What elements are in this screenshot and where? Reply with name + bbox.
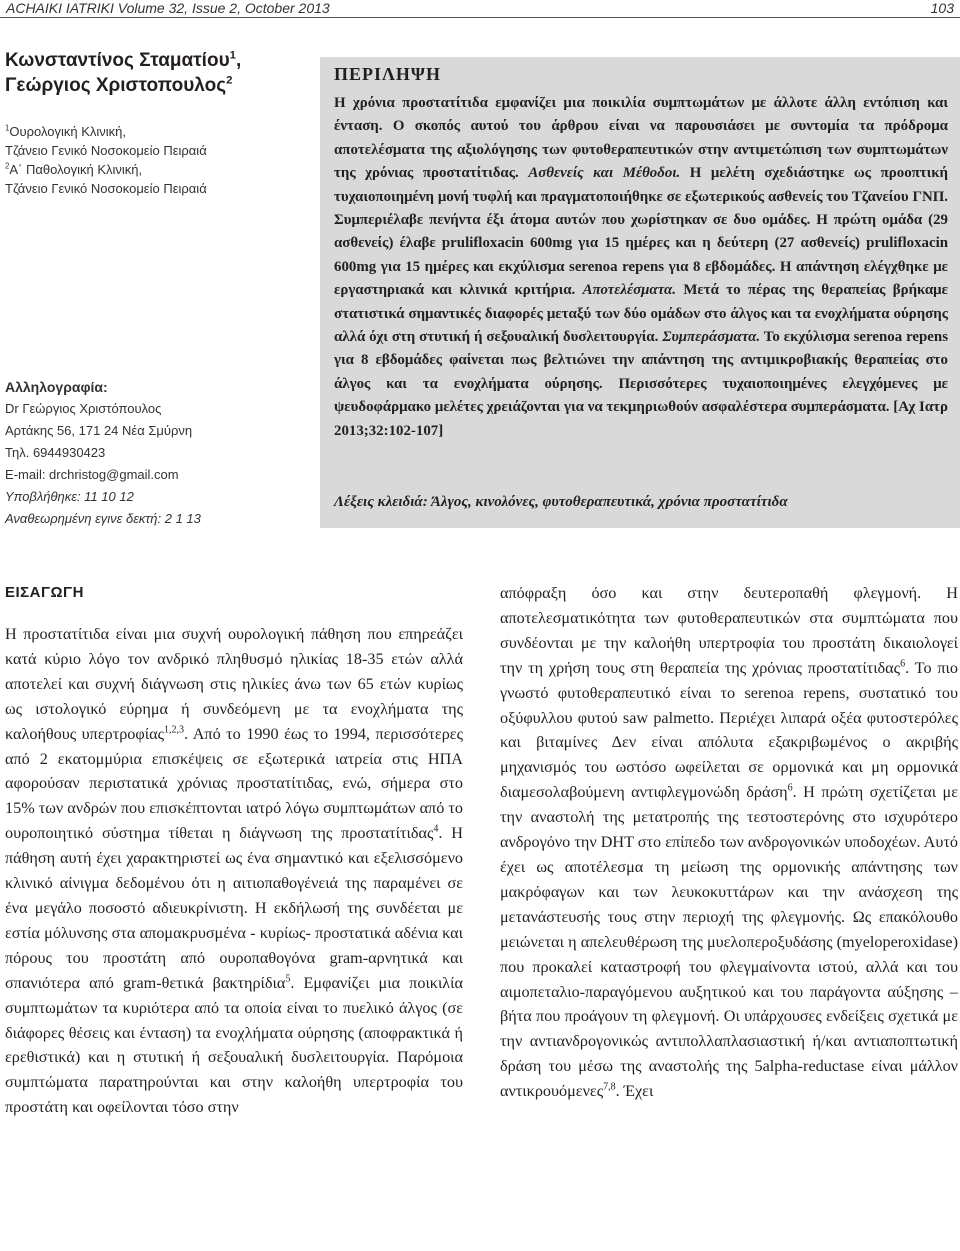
abstract-methods-label: Ασθενείς και Μέθοδοι. <box>528 165 681 182</box>
abstract-title: ΠΕΡΙΛΗΨΗ <box>334 64 441 84</box>
body-column-left: Η προστατίτιδα είναι μια συχνή ουρολογική πάθηση που επηρεάζει κατά κύριο λόγο τον ανδρικό πληθυσμό ηλικίας 18-35 ετών αλλά αποτελεί και συχνή διάγνωση στις ηλικίες άνω των 65 ετών κυρίως ως ιστολογικό εύρημα ή συνδεόμενη με τα ενοχλήματα της καλοήθους υπερτροφίας$^{1,2,3}$. Από το 1990 έως το 1994, περισσότερες από 2 εκατομμύρια επισκέψεις σε εξωτερικά ιατρεία στις ΗΠΑ αφορούσαν περιστατικά χρόνιας προστατίτιδας, ενώ, σήμερα στο 15% των ανδρών που επισκέπτονται ιατρό λόγω συμπτωμάτων από το ουροποιητικό σύστημα τίθεται η διάγνωση της προστατίτιδας$^4$. Η πάθηση αυτή έχει χαρακτηριστεί ως ένα σημαντικό και εξελισσόμενο κλινικό αίνιγμα δεδομένου ότι η αιτιοπαθογένειά της παραμένει σε ένα μεγάλο ποσοστό αδιευκρίνιστη. Η εκδήλωσή της συνδέεται με εστία μόλυνσης στα απομακρυσμένα - κυρίως- προστατικά αδένια και πόρους του προστάτη από ουροπαθογόνα gram-αρνητικά και σπανιότερα από gram-θετικά βακτηρίδια$^5$. Εμφανίζει μια ποικιλία συμπτωμάτων τα κυριότερα από τα οποία είναι το πυελικό άλγος (σε διάφορες θέσεις και ένταση) τα ενοχλήματα ούρησης (αποφρακτικά ή ερεθιστικά) και η στυτική ή σεξουαλική δυσλειτουργία. Παρόμοια συμπτώματα παρατηρούνται και στην καλοήθη υπερτροφία του προστάτη και οφείλονται τόσο στην <box>5 625 463 1117</box>
body-column-right: απόφραξη όσο και στην δευτεροπαθή φλεγμονή. Η αποτελεσματικότητα των φυτοθεραπευτικών στα συμπτώματα που συνδέονται με την καλοήθη υπερτροφία του προστάτη δικαιολογεί την τη χρήση τους στη θεραπεία της χρόνιας προστατίτιδας$^6$. Το πιο γνωστό φυτοθεραπευτικό είναι το serenoa repens, συστατικό του οξύφυλλου φυτού saw palmetto. Περιέχει λιπαρά οξέα φυτοστερόλες και βιταμίνες Δεν είναι απόλυτα εξακριβωμένος ο ακριβής μηχανισμός του ωστόσο ωφείλεται σε ορμονικά και μη ορμονικά διαμεσολαβούμενη αντιφλεγμονώδη δράση$^6$. Η πρώτη σχετίζεται με την αναστολή της μετατροπής της τεστοστερόνης στο ισχυρότερο ανδρογόνο την DHT στο επίπεδο των ανδρογονικών υποδοχέων. Αυτό έχει ως αποτέλεσμα τη μείωση της ορμονικής απάντησης των μακρόφαγων και των λευκοκυττάρων και την ανάσχεση της μετανάστευσής τους στην περιοχή της φλεγμονής. Ως επακόλουθο μειώνεται η απελευθέρωση της μυελοπεροξυδάσης (myeloperoxidase) που προκαλεί καταστροφή του φλεγμαίνοντα ιστού, αλλά και του αιμοπεταλιο-παραγόμενου αυξητικού και του παράγοντα αύξησης –βήτα που προάγουν τη φλεγμονή. Οι υπάρχουσες ενδείξεις σχετικά με την αντιανδρογονικώς αντιπολλαπλασιαστική ή/και αντιαποπτωτική δράση του μέσω της αναστολής της 5alpha-reductase είναι μάλλον αντικρουόμενες$^{7,8}$. Έχει <box>500 584 958 1101</box>
affiliations <box>5 122 305 198</box>
author: Κωνσταντίνος Σταματίου$^1$, <box>5 49 242 71</box>
abstract-text: Η χρόνια προστατίτιδα εμφανίζει μια ποικιλία συμπτωμάτων με άλλοτε άλλη εντόπιση και ένταση. Ο σκοπός αυτού του άρθρου είναι να παρουσιάσει με συντομία τα πρόδρομα αποτελέσματα της αξιολόγησης των φυτοθεραπευτικών στην αντιμετώπιση των συμπτωμάτων της χρόνιας προστατίτιδας. Ασθενείς και Μέθοδοι. Η μελέτη σχεδιάστηκε ως προοπτική τυχαιοποιημένη μονή τυφλή και πραγματοποιήθηκε σε εξωτερικούς ασθενείς του Τζανείου ΓΝΠ. Συμπεριέλαβε πενήντα έξι άτομα αυτών που χωρίστηκαν σε δυο ομάδες. Η πρώτη ομάδα (29 ασθενείς) έλαβε prulifloxacin 600mg για 15 ημέρες και η δεύτερη (27 ασθενείς) prulifloxacin 600mg για 15 ημέρες και εκχύλισμα serenoa repens για 8 εβδομάδες. Η απάντηση ελέγχθηκε με εργαστηριακά και κλινικά κριτήρια. Αποτελέσματα. Μετά το πέρας της θεραπείας βρήκαμε στατιστικά σημαντικές διαφορές μεταξύ των δύο ομάδων στο άλγος και τα ενοχλήματα ούρησης αλλά όχι στη στυτική ή σεξουαλική δυσλειτουργία. Συμπεράσματα. Το εκχύλισμα serenoa repens για 8 εβδομάδες φαίνεται πως βελτιώνει την απάντηση της αντιμικροβιακής θεραπείας στο άλγος και τα ενοχλήματα ούρησης. Περισσότερες τυχαιοποιημένες ελεγχόμενες με ψευδοφάρμακο μελέτες χρειάζονται για να τεκμηριωθούν ασφαλέστερα συμπεράσματα. [Αχ Ιατρ 2013;32:102-107] <box>334 95 948 439</box>
abstract-results-label: Αποτελέσματα. <box>582 282 677 299</box>
running-header <box>0 0 960 17</box>
keywords: Λέξεις κλειδιά: Άλγος, κινολόνες, φυτοθεραπευτικά, χρόνια προστατίτιδα <box>334 494 788 510</box>
author: Γεώργιος Χριστοπουλος$^2$ <box>5 74 233 96</box>
affiliation: $^1$Ουρολογική Κλινική, <box>5 123 126 139</box>
author-list <box>5 48 305 98</box>
journal-title: ACHAIKI IATRIKI Volume 32, Issue 2, October 2013 <box>6 0 330 16</box>
section-heading: ΕΙΣΑΓΩΓΗ <box>5 584 84 601</box>
revised-date: Αναθεωρημένη εγινε δεκτή: 2 1 13 <box>5 511 201 526</box>
correspondence-phone: Τηλ. 6944930423 <box>5 445 106 460</box>
correspondence-title: Αλληλογραφία: <box>5 379 108 395</box>
affiliation-line: Τζάνειο Γενικό Νοσοκομείο Πειραιά <box>5 181 207 196</box>
affiliation-line: Τζάνειο Γενικό Νοσοκομείο Πειραιά <box>5 143 207 158</box>
page-number: 103 <box>930 0 954 16</box>
correspondence-name: Dr Γεώργιος Χριστόπουλος <box>5 401 162 416</box>
header-rule <box>0 17 960 18</box>
correspondence-email: E-mail: drchristog@gmail.com <box>5 467 179 482</box>
affiliation: $^2$Α΄ Παθολογική Κλινική, <box>5 161 143 177</box>
correspondence <box>5 376 305 530</box>
abstract-conclusions-label: Συμπεράσματα. <box>662 329 761 346</box>
correspondence-address: Αρτάκης 56, 171 24 Νέα Σμύρνη <box>5 423 193 438</box>
submitted-date: Υποβλήθηκε: 11 10 12 <box>5 489 134 504</box>
